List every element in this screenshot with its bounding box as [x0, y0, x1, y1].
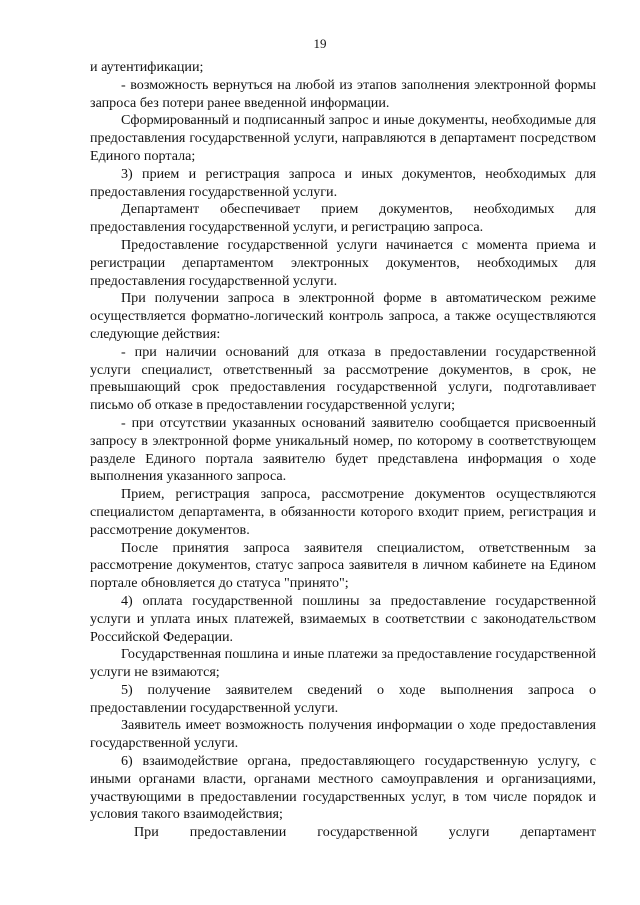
page-number: 19 [313, 36, 327, 51]
paragraph: 3) прием и регистрация запроса и иных документов, необходимых для предоставления государственной услуги. [90, 165, 596, 200]
body-text [90, 59, 596, 842]
paragraph: Предоставление государственной услуги начинается с момента приема и регистрации департаментом электронных документов, необходимых для предоставления государственной услуги. [90, 236, 596, 289]
paragraph: При получении запроса в электронной форме в автоматическом режиме осуществляется форматно-логический контроль запроса, а также осуществляются следующие действия: [90, 290, 596, 342]
paragraph: Прием, регистрация запроса, рассмотрение документов осуществляются специалистом департамента, в обязанности которого входит прием, регистрация и рассмотрение документов. [90, 486, 596, 538]
paragraph: При предоставлении государственной услуги департамент [134, 824, 596, 841]
paragraph: и аутентификации; [90, 59, 204, 75]
paragraph: 6) взаимодействие органа, предоставляющего государственную услугу, с иными органами власти, органами местного самоуправления и организациями, участвующими в предоставлении государственных услуг, в том числе порядок и условия такого взаимодействия; [90, 753, 596, 823]
paragraph: - возможность вернуться на любой из этапов заполнения электронной формы запроса без потери ранее введенной информации. [90, 76, 596, 111]
paragraph: Государственная пошлина и иные платежи за предоставление государственной услуги не взимаются; [90, 646, 596, 681]
paragraph: 4) оплата государственной пошлины за предоставление государственной услуги и уплата иных платежей, взимаемых в соответствии с законодательством Российской Федерации. [90, 592, 596, 645]
paragraph: Заявитель имеет возможность получения информации о ходе предоставления государственной услуги. [90, 717, 596, 752]
paragraph: Сформированный и подписанный запрос и иные документы, необходимые для предоставления государственной услуги, направляются в департамент посредством Единого портала; [90, 112, 596, 164]
paragraph: Департамент обеспечивает прием документов, необходимых для предоставления государственной услуги, и регистрацию запроса. [90, 201, 596, 236]
paragraph: 5) получение заявителем сведений о ходе выполнения запроса о предоставлении государственной услуги. [90, 681, 596, 716]
paragraph: - при отсутствии указанных оснований заявителю сообщается присвоенный запросу в электронной форме уникальный номер, по которому в соответствующем разделе Единого портала заявителю будет представлена информация о ходе выполнения указанного запроса. [90, 414, 596, 485]
paragraph: После принятия запроса заявителя специалистом, ответственным за рассмотрение документов, статус запроса заявителя в личном кабинете на Едином портале обновляется до статуса "принято"; [90, 539, 596, 592]
paragraph: - при наличии оснований для отказа в предоставлении государственной услуги специалист, ответственный за рассмотрение документов, в срок, не превышающий срок предоставления государственной услуги, подготавливает письмо об отказе в предоставлении государственной услуги; [90, 343, 596, 414]
